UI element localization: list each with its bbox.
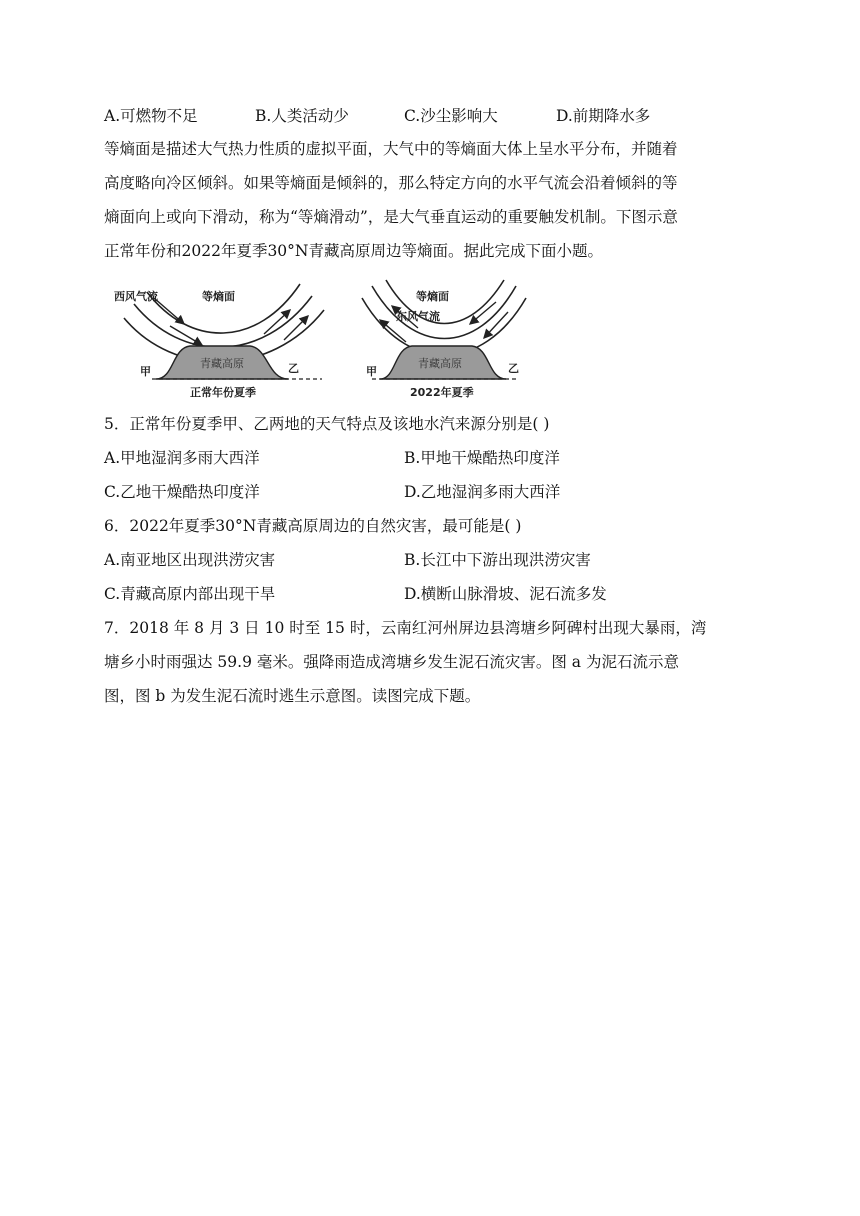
q6-option-a: A.南亚地区出现洪涝灾害: [104, 551, 276, 569]
figure-caption: 2022年夏季: [410, 386, 474, 399]
figure-2022-summer: [358, 278, 528, 403]
q4-option-b: B.人类活动少: [255, 107, 349, 125]
surface-label: 等熵面: [416, 290, 449, 303]
q6-stem: 6．2022年夏季30°N青藏高原周边的自然灾害，最可能是( ): [104, 517, 522, 535]
q4-option-a: A.可燃物不足: [104, 107, 198, 125]
q6-option-d: D.横断山脉滑坡、泥石流多发: [404, 585, 607, 603]
q5-option-c: C.乙地干燥酷热印度洋: [104, 483, 260, 501]
q7-line-1: 7．2018 年 8 月 3 日 10 时至 15 时，云南红河州屏边县湾塘乡阿碑村出现大暴雨，湾: [104, 619, 707, 637]
passage-line-2: 高度略向冷区倾斜。如果等熵面是倾斜的，那么特定方向的水平气流会沿着倾斜的等: [104, 174, 678, 192]
q4-option-d: D.前期降水多: [556, 107, 651, 125]
surface-label: 等熵面: [202, 290, 235, 303]
point-yi: 乙: [508, 362, 519, 375]
figure-caption: 正常年份夏季: [190, 386, 256, 399]
wind-label: 东风气流: [396, 310, 440, 323]
q5-option-d: D.乙地湿润多雨大西洋: [404, 483, 561, 501]
point-jia: 甲: [366, 365, 377, 378]
q6-option-c: C.青藏高原内部出现干旱: [104, 585, 276, 603]
q5-option-b: B.甲地干燥酷热印度洋: [404, 449, 560, 467]
figure-normal-year: [112, 278, 334, 403]
plateau-label: 青藏高原: [418, 357, 462, 370]
q6-option-b: B.长江中下游出现洪涝灾害: [404, 551, 591, 569]
q5-stem: 5．正常年份夏季甲、乙两地的天气特点及该地水汽来源分别是( ): [104, 415, 550, 433]
plateau-label: 青藏高原: [200, 357, 244, 370]
q7-line-3: 图，图 b 为发生泥石流时逃生示意图。读图完成下题。: [104, 687, 481, 705]
point-yi: 乙: [288, 362, 299, 375]
passage-line-4: 正常年份和2022年夏季30°N青藏高原周边等熵面。据此完成下面小题。: [104, 242, 603, 260]
point-jia: 甲: [140, 365, 151, 378]
q7-line-2: 塘乡小时雨强达 59.9 毫米。强降雨造成湾塘乡发生泥石流灾害。图 a 为泥石流示意: [104, 653, 679, 671]
passage-line-3: 熵面向上或向下滑动，称为“等熵滑动”，是大气垂直运动的重要触发机制。下图示意: [104, 208, 678, 226]
q5-option-a: A.甲地湿润多雨大西洋: [104, 449, 260, 467]
q4-option-c: C.沙尘影响大: [404, 107, 498, 125]
wind-label: 西风气流: [114, 290, 158, 303]
passage-line-1: 等熵面是描述大气热力性质的虚拟平面，大气中的等熵面大体上呈水平分布，并随着: [104, 140, 678, 158]
wind-arrow-1: [154, 298, 184, 324]
